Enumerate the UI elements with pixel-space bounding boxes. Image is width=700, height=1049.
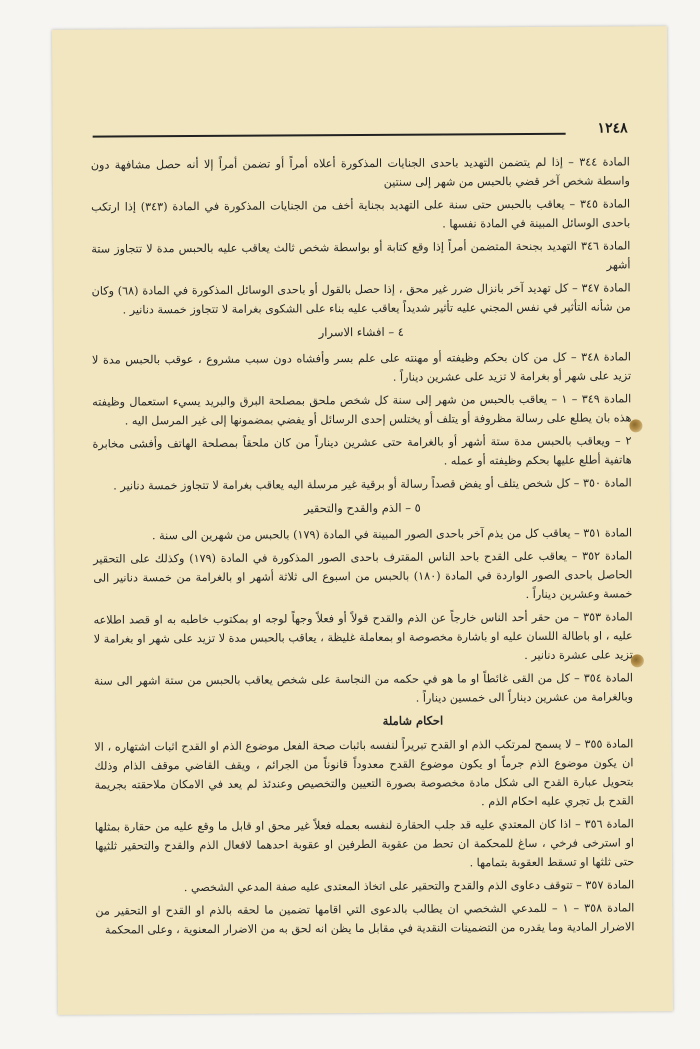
section-title: احكام شاملة <box>382 713 444 728</box>
article: المادة ٣٤٩ – ١ – يعاقب بالحبس من شهر إلى سنة كل شخص ملحق بمصلحة البرق والبريد يسيء استعمال وظيفته هذه بان يطلع على رسالة مظروفة أو يتلف أو يختلس إحدى الرسائل أو يفضي بمضمونها إلى غير المرسل اليه . <box>92 392 632 428</box>
article: المادة ٣٤٧ – كل تهديد آخر بانزال ضرر غير محق ، إذا حصل بالقول أو باحدى الوسائل المذكورة في المادة (٦٨) وكان من شأنه التأثير في نفس المجني عليه تأثير شديداً يعاقب عليه بناء على الشكوى بغرامة لا تتجاوز خمسة دنانير . <box>91 281 631 317</box>
article: المادة ٣٥٥ – لا يسمح لمرتكب الذم او القدح تبريراً لنفسه باثبات صحة الفعل موضوع الذم او القدح اثبات اشتهاره ، الا ان يكون موضوع الذم جرماً او يكون موضوع القدح معدوداً قانوناً من الجرائم ، ويقف القاضي موقف الذام وذلك بتحويل عبارة القدح الى شكل مادة مخصوصة بصورة التعيين والتخصيص وعندئذ لم يعد في الامكان ملاحقته بجريمة القدح بل تجري عليه احكام الذم . <box>94 737 634 809</box>
page-header <box>93 120 636 143</box>
article: المادة ٣٤٤ – إذا لم يتضمن التهديد باحدى الجنايات المذكورة أعلاه أمراً أو تضمن أمراً إلا أنه حصل مشافهة دون واسطة شخص آخر قضي بالحبس من شهر إلى سنتين <box>90 155 630 189</box>
section-title: ٤ – افشاء الاسرار <box>318 324 405 340</box>
article: المادة ٣٥٢ – يعاقب على القدح باحد الناس المقترف باحدى الصور المذكورة في المادة (١٧٩) وكذلك على التحقير الحاصل باحدى الصور الواردة في المادة (١٨٠) بالحبس من اسبوع الى ثلاثة أشهر او بالغرامة من خمسة دنانير الى خمسة وعشرين ديناراً . <box>93 549 633 602</box>
article: المادة ٣٥٦ – اذا كان المعتدي عليه قد جلب الحقارة لنفسه بعمله فعلاً غير محق او قابل ما وقع عليه من حقارة بمثلها او استرخى فرخي ، ساغ للمحكمة ان تحط من عقوبة الطرفين او عقوبة احدهما لافعال الذم والقدح والتحقير ثلثيها حتى ثلثها او تسقط العقوبة بتمامها . <box>94 817 635 870</box>
article: المادة ٣٥٧ – تتوقف دعاوى الذم والقدح والتحقير على اتخاذ المعتدى عليه صفة المدعي الشخصي . <box>183 878 635 895</box>
header-rule <box>93 133 566 138</box>
article: المادة ٣٥٨ – ١ – للمدعي الشخصي ان يطالب بالدعوى التي اقامها تضمين ما لحقه بالذم او القدح او التحقير من الاضرار المادية وما يقدره من التضمينات النقدية في مقابل ما يظن انه لحق به من الاضرار المعنوية ، وعلى المحكمة <box>95 901 635 937</box>
article: المادة ٣٤٥ – يعاقب بالحبس حتى سنة على التهديد بجناية أخف من الجنايات المذكورة في المادة (٣٤٣) إذا ارتكب باحدى الوسائل المبينة في المادة نفسها . <box>91 197 631 231</box>
article: المادة ٣٥٣ – من حقر أحد الناس خارجاً عن الذم والقدح قولاً أو فعلاً وجهاً لوجه او بمكتوب خاطبه به او قصد اطلاعه عليه ، او باطالة اللسان عليه او باشارة مخصوصة او بمعاملة غليظة ، يعاقب بالحبس مدة لا تزيد على شهر او بغرامة لا تزيد على عشرة دنانير . <box>93 610 633 663</box>
document-page <box>52 26 673 1015</box>
document-body <box>91 152 635 943</box>
article: المادة ٣٤٨ – كل من كان بحكم وظيفته أو مهنته على علم بسر وأفشاه دون سبب مشروع ، عوقب بالحبس مدة لا تزيد على شهر أو بغرامة لا تزيد على عشرين ديناراً . <box>91 350 632 384</box>
article: المادة ٣٤٦ التهديد بجنحة المتضمن أمراً إذا وقع كتابة أو بواسطة شخص ثالث يعاقب عليه بالحبس مدة لا تتجاوز ستة أشهر <box>91 239 631 272</box>
page-number: ١٢٤٨ <box>597 120 628 137</box>
article: ٢ – ويعاقب بالحبس مدة ستة أشهر أو بالغرامة حتى عشرين ديناراً من كان ملحقاً بمصلحة الهاتف وأفشى مخابرة هاتفية أطلع عليها بحكم وظيفته أو عمله . <box>92 434 632 468</box>
article: المادة ٣٥١ – يعاقب كل من يذم آخر باحدى الصور المبينة في المادة (١٧٩) بالحبس من شهرين الى سنة . <box>151 526 633 543</box>
article: المادة ٣٥٤ – كل من القى غائطاً او ما هو في حكمه من النجاسة على شخص يعاقب بالحبس من ستة اشهر الى سنة وبالغرامة من عشرين ديناراً الى خمسين ديناراً . <box>93 671 634 705</box>
section-title: ٥ – الذم والقدح والتحقير <box>304 500 421 516</box>
article: المادة ٣٥٠ – كل شخص يتلف أو يفض قصداً رسالة أو برقية غير مرسلة اليه يعاقب بغرامة لا تتجاوز خمسة دنانير . <box>113 476 632 493</box>
